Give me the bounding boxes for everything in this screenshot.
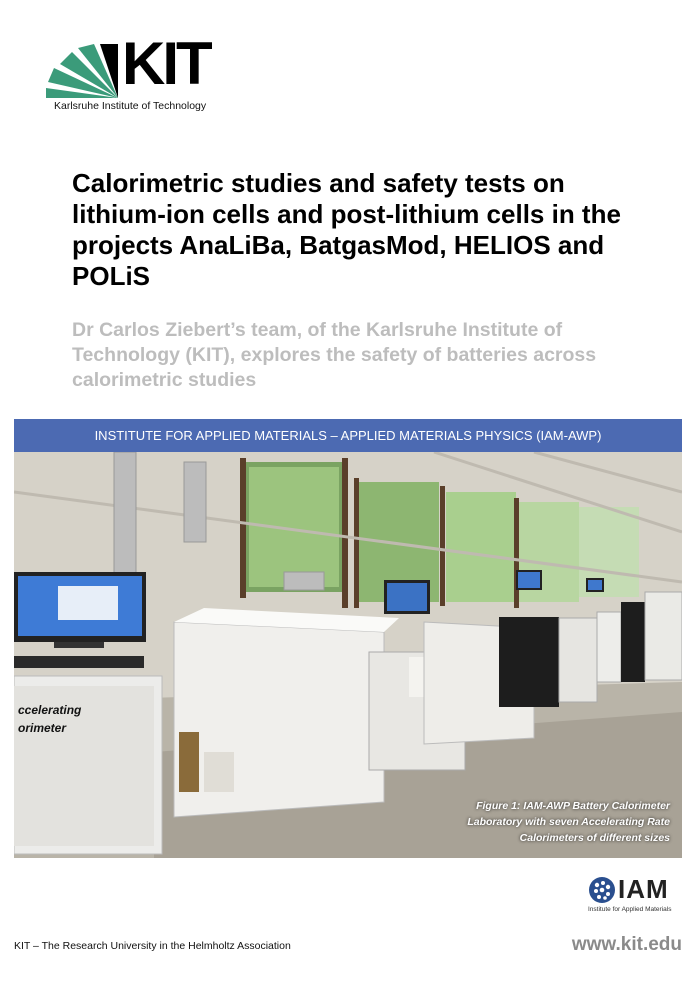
kit-logo[interactable] [46, 30, 266, 120]
iam-logo-text: IAM [618, 874, 669, 904]
figure-caption [467, 798, 670, 846]
article-subtitle: Dr Carlos Ziebert’s team, of the Karlsruhe Institute of Technology (KIT), explores the safety of batteries across calorimetric studies [72, 319, 597, 391]
footer-url-link[interactable]: www.kit.edu [571, 934, 682, 955]
lab-photo [14, 452, 682, 858]
caption-line-1: Figure 1: IAM-AWP Battery Calorimeter [476, 800, 670, 812]
article-title: Calorimetric studies and safety tests on lithium-ion cells and post-lithium cells in the projects AnaLiBa, BatgasMod, HELIOS and POLiS [72, 168, 621, 291]
kit-fan-icon [46, 44, 124, 98]
caption-line-3: Calorimeters of different sizes [519, 832, 670, 844]
device-label-line-2: orimeter [18, 721, 67, 735]
caption-line-2: Laboratory with seven Accelerating Rate [467, 816, 670, 828]
footer-association-text: KIT – The Research University in the Helmholtz Association [14, 940, 291, 952]
kit-logo-subtitle: Karlsruhe Institute of Technology [54, 100, 207, 112]
kit-logo-text: KIT [122, 30, 210, 97]
institute-banner: INSTITUTE FOR APPLIED MATERIALS – APPLIED MATERIALS PHYSICS (IAM-AWP) [14, 419, 682, 452]
iam-logo-subtitle: Institute for Applied Materials [588, 906, 672, 913]
iam-globe-icon [588, 876, 616, 904]
iam-logo[interactable] [588, 876, 688, 920]
device-label-line-1: ccelerating [18, 703, 82, 717]
